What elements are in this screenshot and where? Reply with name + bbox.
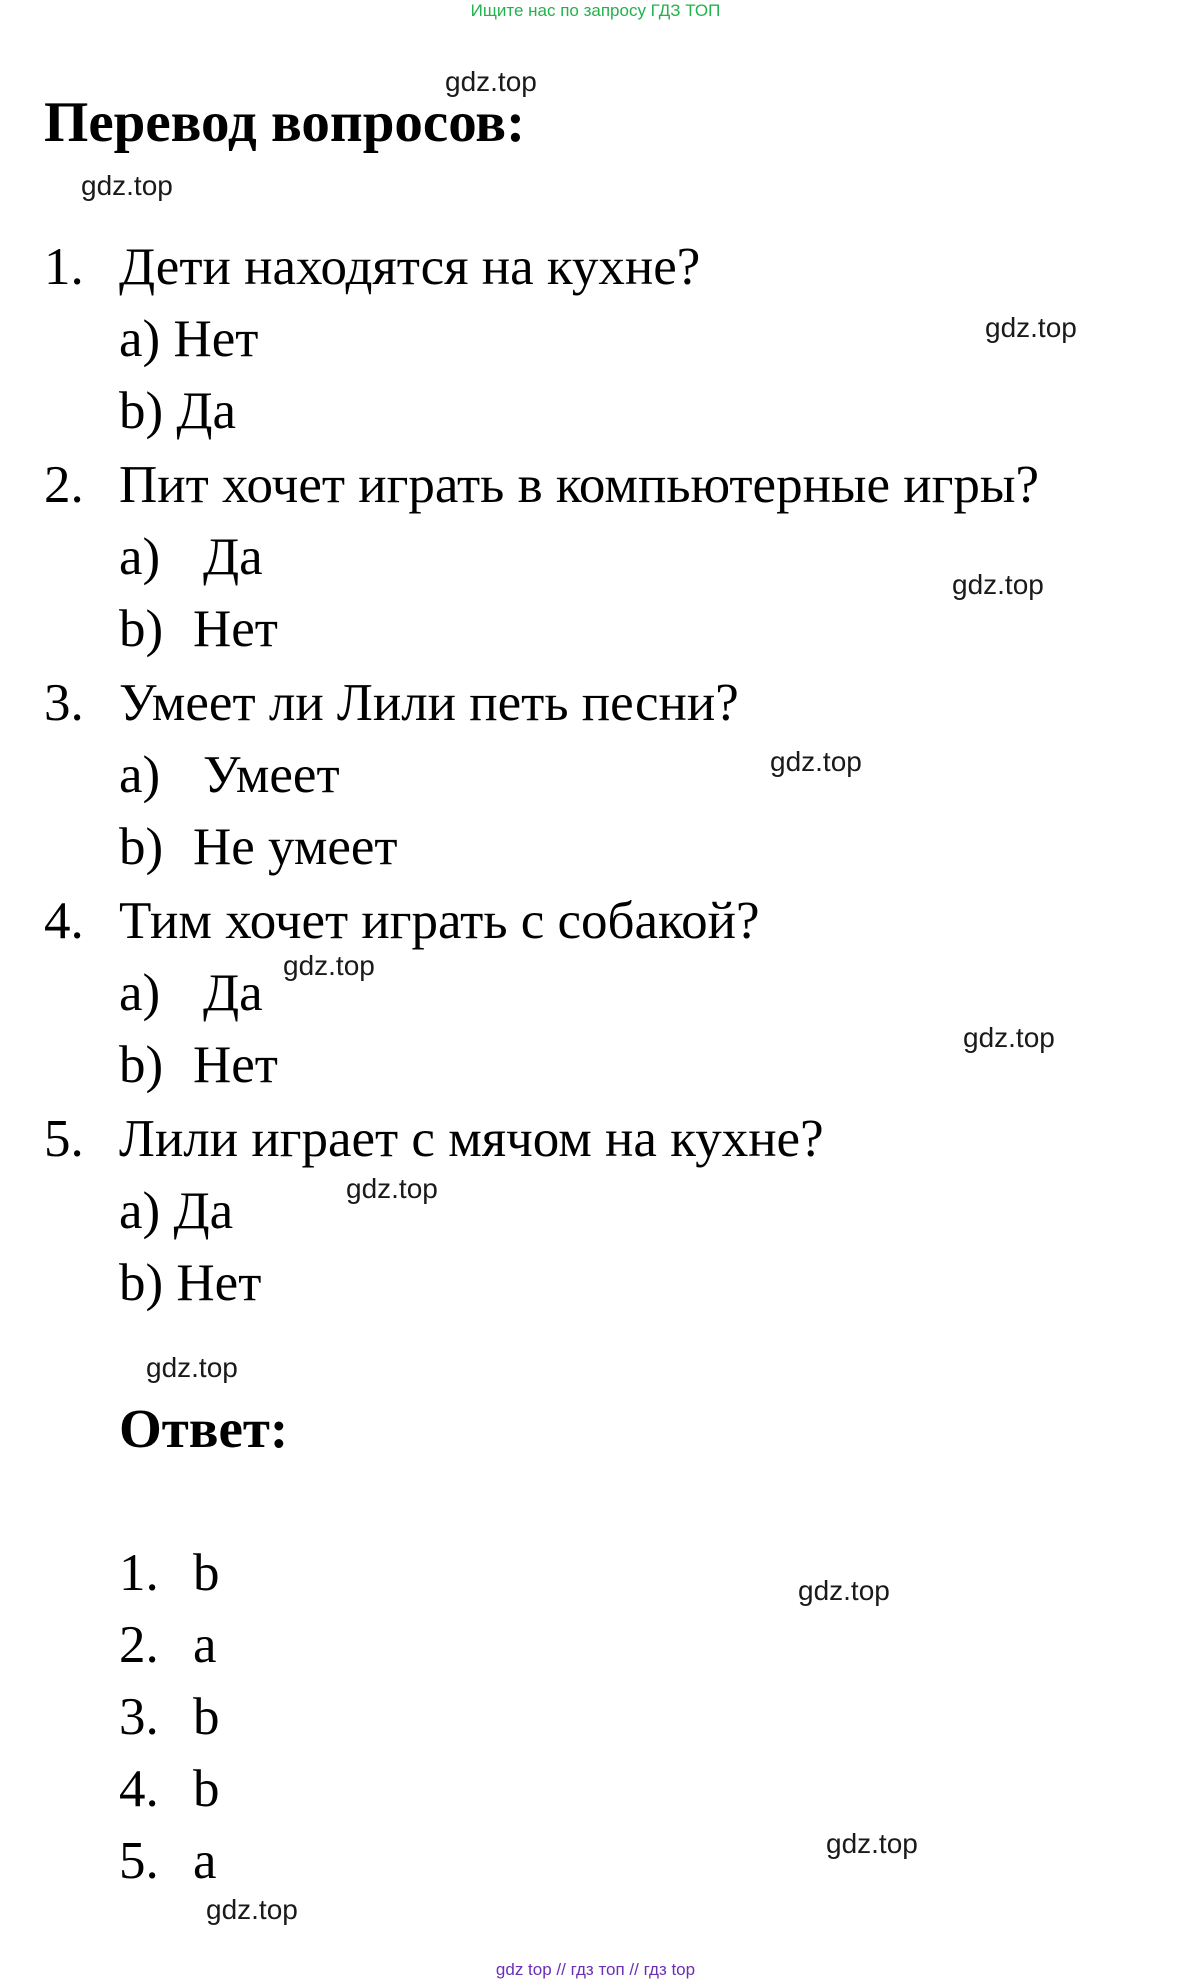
question-number: 3. xyxy=(44,674,84,732)
answer-title: Ответ: xyxy=(119,1398,289,1459)
option-2b xyxy=(119,596,278,662)
option-text: Нет xyxy=(173,310,259,368)
option-letter: a) xyxy=(119,746,161,804)
option-2a xyxy=(119,524,263,590)
watermark: gdz.top xyxy=(798,1575,890,1606)
question-number: 4. xyxy=(44,892,84,950)
answer-2 xyxy=(119,1612,217,1678)
answer-1 xyxy=(119,1540,220,1606)
answer-value: b xyxy=(193,1760,220,1818)
answer-value: b xyxy=(193,1688,220,1746)
option-letter: b) xyxy=(119,600,164,658)
option-letter: b) xyxy=(119,1036,164,1094)
answer-5 xyxy=(119,1828,217,1894)
answer-value: a xyxy=(193,1832,217,1890)
question-1 xyxy=(44,234,700,300)
answer-value: a xyxy=(193,1616,217,1674)
option-5b xyxy=(119,1250,261,1316)
top-banner: Ищите нас по запросу ГДЗ ТОП xyxy=(470,1,721,20)
option-text: Да xyxy=(203,964,263,1022)
option-1b xyxy=(119,378,236,444)
option-4b xyxy=(119,1032,278,1098)
option-letter: b) xyxy=(119,1254,164,1312)
question-5 xyxy=(44,1106,824,1172)
option-letter: a) xyxy=(119,310,161,368)
question-number: 1. xyxy=(44,238,84,296)
option-text: Не умеет xyxy=(193,818,398,876)
option-4a xyxy=(119,960,263,1026)
option-letter: b) xyxy=(119,382,164,440)
answer-3 xyxy=(119,1684,220,1750)
option-text: Нет xyxy=(193,600,278,658)
answer-number: 4. xyxy=(119,1760,159,1818)
option-1a xyxy=(119,306,258,372)
option-text: Умеет xyxy=(203,746,340,804)
option-text: Да xyxy=(203,528,263,586)
option-text: Нет xyxy=(176,1254,262,1312)
question-number: 2. xyxy=(44,456,84,514)
option-letter: a) xyxy=(119,964,161,1022)
option-text: Да xyxy=(176,382,237,440)
option-letter: a) xyxy=(119,1182,161,1240)
question-2 xyxy=(44,452,1039,518)
question-text: Лили играет с мячом на кухне? xyxy=(119,1110,824,1168)
option-letter: a) xyxy=(119,528,161,586)
option-letter: b) xyxy=(119,818,164,876)
watermark: gdz.top xyxy=(445,66,537,97)
watermark: gdz.top xyxy=(985,312,1077,343)
answer-number: 1. xyxy=(119,1544,159,1602)
watermark: gdz.top xyxy=(283,950,375,981)
answer-value: b xyxy=(193,1544,220,1602)
watermark: gdz.top xyxy=(81,170,173,201)
option-text: Нет xyxy=(193,1036,278,1094)
watermark: gdz.top xyxy=(346,1173,438,1204)
question-number: 5. xyxy=(44,1110,84,1168)
question-text: Дети находятся на кухне? xyxy=(119,238,701,296)
option-text: Да xyxy=(173,1182,234,1240)
question-4 xyxy=(44,888,759,954)
watermark: gdz.top xyxy=(826,1828,918,1859)
question-3 xyxy=(44,670,739,736)
answer-number: 3. xyxy=(119,1688,159,1746)
watermark: gdz.top xyxy=(770,746,862,777)
watermark: gdz.top xyxy=(206,1894,298,1925)
footer: gdz top // гдз топ // гдз top xyxy=(495,1960,696,1979)
question-text: Пит хочет играть в компьютерные игры? xyxy=(119,456,1040,514)
watermark: gdz.top xyxy=(146,1352,238,1383)
watermark: gdz.top xyxy=(952,569,1044,600)
question-text: Тим хочет играть с собакой? xyxy=(119,892,760,950)
answer-number: 2. xyxy=(119,1616,159,1674)
answer-number: 5. xyxy=(119,1832,159,1890)
watermark: gdz.top xyxy=(963,1022,1055,1053)
option-3b xyxy=(119,814,398,880)
option-5a xyxy=(119,1178,233,1244)
answer-4 xyxy=(119,1756,220,1822)
option-3a xyxy=(119,742,340,808)
page-title: Перевод вопросов: xyxy=(44,91,526,154)
question-text: Умеет ли Лили петь песни? xyxy=(119,674,739,732)
